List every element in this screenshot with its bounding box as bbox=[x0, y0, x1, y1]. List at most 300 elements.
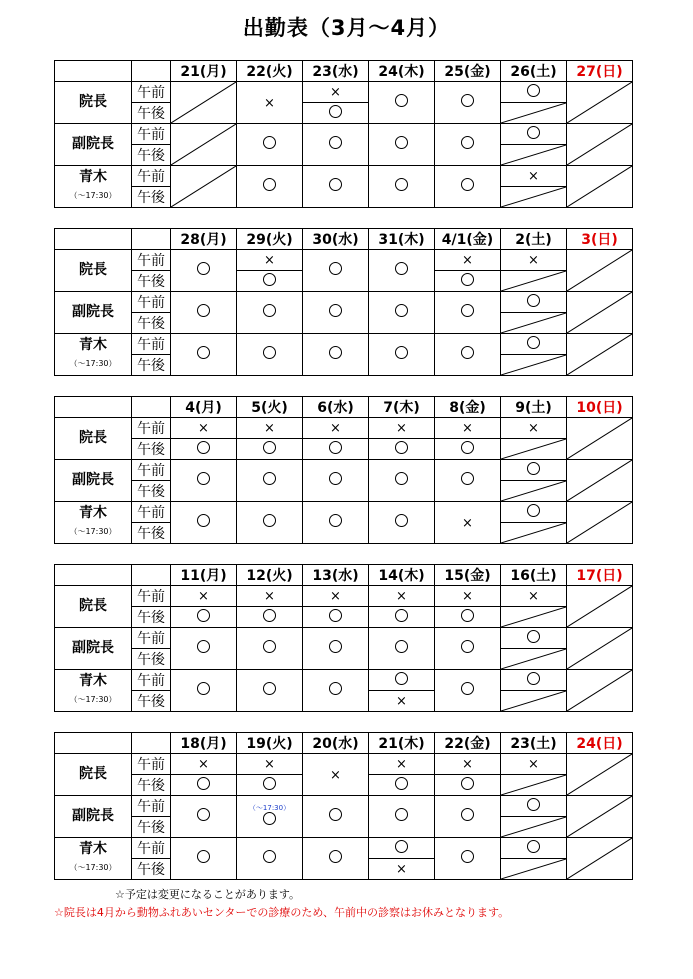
status-cell-fullday bbox=[237, 796, 303, 838]
present-mark bbox=[395, 672, 408, 685]
status-cell-afternoon bbox=[303, 607, 369, 628]
staff-hours-note: （〜17:30） bbox=[69, 863, 117, 872]
absent-mark: × bbox=[396, 757, 407, 772]
day-header: 7(木) bbox=[369, 397, 435, 418]
absent-mark: × bbox=[330, 767, 341, 783]
day-header: 15(金) bbox=[435, 565, 501, 586]
period-morning: 午前 bbox=[132, 502, 171, 523]
header-blank bbox=[132, 397, 171, 418]
period-afternoon: 午後 bbox=[132, 607, 171, 628]
staff-name-label: 青木 bbox=[79, 169, 107, 185]
status-cell-afternoon bbox=[501, 187, 567, 208]
status-cell-fullday bbox=[435, 292, 501, 334]
closed-slash bbox=[501, 607, 566, 627]
status-cell-afternoon bbox=[369, 775, 435, 796]
status-cell-afternoon bbox=[501, 145, 567, 166]
status-cell-morning bbox=[501, 796, 567, 817]
present-mark bbox=[461, 94, 474, 107]
staff-name-label: 副院長 bbox=[72, 472, 114, 488]
status-cell-morning bbox=[171, 586, 237, 607]
staff-name bbox=[55, 502, 132, 544]
status-cell-fullday bbox=[369, 124, 435, 166]
status-cell-afternoon bbox=[501, 691, 567, 712]
period-afternoon: 午後 bbox=[132, 439, 171, 460]
closed-slash bbox=[501, 313, 566, 333]
present-mark bbox=[329, 441, 342, 454]
day-header: 23(土) bbox=[501, 733, 567, 754]
status-cell-fullday bbox=[303, 166, 369, 208]
absent-mark: × bbox=[264, 95, 275, 111]
status-cell-fullday bbox=[435, 82, 501, 124]
absent-mark: × bbox=[264, 589, 275, 604]
status-cell-morning bbox=[435, 250, 501, 271]
status-cell-morning bbox=[501, 838, 567, 859]
closed-slash bbox=[501, 145, 566, 165]
period-morning: 午前 bbox=[132, 82, 171, 103]
status-cell-fullday bbox=[567, 334, 633, 376]
present-mark bbox=[395, 346, 408, 359]
present-mark bbox=[461, 850, 474, 863]
present-mark bbox=[197, 609, 210, 622]
present-mark bbox=[395, 609, 408, 622]
header-blank bbox=[55, 229, 132, 250]
absent-mark: × bbox=[198, 421, 209, 436]
status-cell-afternoon bbox=[501, 649, 567, 670]
status-cell-fullday bbox=[303, 250, 369, 292]
present-mark bbox=[263, 682, 276, 695]
status-cell-fullday bbox=[171, 82, 237, 124]
status-cell-fullday bbox=[237, 838, 303, 880]
header-blank bbox=[132, 229, 171, 250]
present-mark bbox=[527, 672, 540, 685]
closed-slash bbox=[567, 586, 632, 627]
present-mark bbox=[263, 640, 276, 653]
day-header: 17(日) bbox=[567, 565, 633, 586]
absent-mark: × bbox=[198, 757, 209, 772]
present-mark bbox=[395, 472, 408, 485]
present-mark bbox=[263, 304, 276, 317]
present-mark bbox=[461, 808, 474, 821]
day-header: 14(木) bbox=[369, 565, 435, 586]
day-header: 20(水) bbox=[303, 733, 369, 754]
period-afternoon: 午後 bbox=[132, 775, 171, 796]
present-mark bbox=[263, 472, 276, 485]
day-header: 30(水) bbox=[303, 229, 369, 250]
status-cell-afternoon bbox=[501, 313, 567, 334]
staff-name-label: 青木 bbox=[79, 337, 107, 353]
status-cell-fullday bbox=[237, 292, 303, 334]
staff-hours-note: （〜17:30） bbox=[69, 527, 117, 536]
staff-name-label: 院長 bbox=[79, 262, 107, 278]
closed-slash bbox=[567, 754, 632, 795]
absent-mark: × bbox=[330, 85, 341, 100]
period-morning: 午前 bbox=[132, 418, 171, 439]
day-header: 16(土) bbox=[501, 565, 567, 586]
period-morning: 午前 bbox=[132, 250, 171, 271]
period-morning: 午前 bbox=[132, 166, 171, 187]
closed-slash bbox=[501, 523, 566, 543]
status-cell-fullday bbox=[303, 292, 369, 334]
day-header: 19(火) bbox=[237, 733, 303, 754]
day-header: 8(金) bbox=[435, 397, 501, 418]
status-cell-morning bbox=[237, 250, 303, 271]
present-mark bbox=[461, 304, 474, 317]
present-mark bbox=[263, 346, 276, 359]
present-mark bbox=[329, 105, 342, 118]
closed-slash bbox=[567, 250, 632, 291]
closed-slash bbox=[567, 292, 632, 333]
status-cell-afternoon bbox=[171, 775, 237, 796]
day-header: 25(金) bbox=[435, 61, 501, 82]
period-afternoon: 午後 bbox=[132, 523, 171, 544]
closed-slash bbox=[501, 481, 566, 501]
absent-mark: × bbox=[396, 694, 407, 709]
absent-mark: × bbox=[462, 589, 473, 604]
status-cell-fullday bbox=[369, 502, 435, 544]
status-cell-morning bbox=[501, 250, 567, 271]
status-cell-fullday bbox=[171, 250, 237, 292]
status-cell-afternoon bbox=[501, 355, 567, 376]
day-header: 29(火) bbox=[237, 229, 303, 250]
status-cell-afternoon bbox=[501, 775, 567, 796]
absent-mark: × bbox=[396, 589, 407, 604]
present-mark bbox=[329, 850, 342, 863]
period-morning: 午前 bbox=[132, 628, 171, 649]
absent-mark: × bbox=[264, 253, 275, 268]
status-cell-fullday bbox=[567, 124, 633, 166]
present-mark bbox=[527, 840, 540, 853]
status-cell-morning bbox=[237, 754, 303, 775]
status-cell-afternoon bbox=[435, 271, 501, 292]
status-cell-fullday bbox=[171, 670, 237, 712]
period-morning: 午前 bbox=[132, 292, 171, 313]
period-afternoon: 午後 bbox=[132, 313, 171, 334]
present-mark bbox=[527, 504, 540, 517]
status-cell-morning bbox=[501, 670, 567, 691]
period-morning: 午前 bbox=[132, 670, 171, 691]
status-cell-fullday bbox=[567, 292, 633, 334]
status-cell-fullday bbox=[369, 334, 435, 376]
status-cell-fullday bbox=[303, 838, 369, 880]
present-mark bbox=[263, 441, 276, 454]
status-cell-fullday bbox=[237, 82, 303, 124]
absent-mark: × bbox=[528, 589, 539, 604]
status-cell-morning bbox=[501, 460, 567, 481]
present-mark bbox=[461, 178, 474, 191]
status-cell-morning bbox=[501, 334, 567, 355]
closed-slash bbox=[501, 817, 566, 837]
day-header: 31(木) bbox=[369, 229, 435, 250]
period-morning: 午前 bbox=[132, 754, 171, 775]
present-mark bbox=[527, 84, 540, 97]
status-cell-afternoon bbox=[303, 439, 369, 460]
staff-name-label: 副院長 bbox=[72, 808, 114, 824]
present-mark bbox=[527, 336, 540, 349]
header-blank bbox=[132, 565, 171, 586]
closed-slash bbox=[501, 859, 566, 879]
present-mark bbox=[461, 682, 474, 695]
status-cell-afternoon bbox=[501, 103, 567, 124]
status-cell-fullday bbox=[237, 166, 303, 208]
status-cell-afternoon bbox=[501, 817, 567, 838]
staff-name-label: 院長 bbox=[79, 430, 107, 446]
staff-hours-note: （〜17:30） bbox=[69, 695, 117, 704]
status-cell-afternoon bbox=[435, 439, 501, 460]
status-cell-morning bbox=[237, 586, 303, 607]
status-cell-fullday bbox=[303, 502, 369, 544]
day-header: 4(月) bbox=[171, 397, 237, 418]
staff-name-label: 副院長 bbox=[72, 640, 114, 656]
status-cell-morning bbox=[171, 754, 237, 775]
status-cell-afternoon bbox=[303, 103, 369, 124]
staff-name bbox=[55, 334, 132, 376]
present-mark bbox=[197, 472, 210, 485]
status-cell-fullday bbox=[435, 796, 501, 838]
status-cell-morning bbox=[501, 124, 567, 145]
status-cell-fullday bbox=[567, 754, 633, 796]
present-mark bbox=[395, 94, 408, 107]
closed-slash bbox=[501, 355, 566, 375]
status-cell-morning bbox=[369, 418, 435, 439]
footer-note-schedule-change: ☆予定は変更になることがあります。 bbox=[115, 888, 300, 901]
status-cell-fullday bbox=[567, 250, 633, 292]
day-header: 13(水) bbox=[303, 565, 369, 586]
status-cell-morning bbox=[369, 586, 435, 607]
status-cell-morning bbox=[369, 670, 435, 691]
absent-mark: × bbox=[462, 757, 473, 772]
day-header: 24(木) bbox=[369, 61, 435, 82]
status-cell-fullday bbox=[171, 502, 237, 544]
status-cell-afternoon bbox=[501, 607, 567, 628]
closed-slash bbox=[567, 166, 632, 207]
status-cell-fullday bbox=[435, 334, 501, 376]
status-cell-morning bbox=[501, 292, 567, 313]
present-mark bbox=[527, 630, 540, 643]
status-cell-morning bbox=[303, 586, 369, 607]
status-cell-morning bbox=[501, 82, 567, 103]
status-cell-morning bbox=[501, 628, 567, 649]
present-mark bbox=[197, 850, 210, 863]
status-cell-morning bbox=[501, 502, 567, 523]
closed-slash bbox=[501, 103, 566, 123]
day-header: 4/1(金) bbox=[435, 229, 501, 250]
status-cell-fullday bbox=[171, 166, 237, 208]
present-mark bbox=[263, 514, 276, 527]
staff-name bbox=[55, 82, 132, 124]
status-cell-fullday bbox=[237, 670, 303, 712]
status-cell-fullday bbox=[369, 82, 435, 124]
schedule-week-3 bbox=[54, 396, 633, 544]
day-header: 27(日) bbox=[567, 61, 633, 82]
day-header: 28(月) bbox=[171, 229, 237, 250]
absent-mark: × bbox=[330, 421, 341, 436]
period-morning: 午前 bbox=[132, 586, 171, 607]
present-mark bbox=[395, 136, 408, 149]
closed-slash bbox=[501, 439, 566, 459]
present-mark bbox=[329, 640, 342, 653]
staff-hours-note: （〜17:30） bbox=[69, 359, 117, 368]
page-title: 出勤表（3月〜4月） bbox=[242, 16, 451, 40]
period-afternoon: 午後 bbox=[132, 103, 171, 124]
present-mark bbox=[395, 640, 408, 653]
absent-mark: × bbox=[528, 757, 539, 772]
status-cell-afternoon bbox=[501, 523, 567, 544]
absent-mark: × bbox=[396, 421, 407, 436]
day-header: 3(日) bbox=[567, 229, 633, 250]
present-mark bbox=[329, 682, 342, 695]
period-afternoon: 午後 bbox=[132, 817, 171, 838]
period-morning: 午前 bbox=[132, 460, 171, 481]
status-cell-fullday bbox=[369, 628, 435, 670]
status-cell-afternoon bbox=[501, 439, 567, 460]
present-mark bbox=[197, 682, 210, 695]
status-cell-fullday bbox=[567, 166, 633, 208]
header-blank bbox=[132, 61, 171, 82]
status-cell-fullday bbox=[171, 124, 237, 166]
status-cell-morning bbox=[435, 418, 501, 439]
closed-slash bbox=[501, 187, 566, 207]
hours-note: （〜17:30） bbox=[248, 804, 291, 812]
staff-name bbox=[55, 418, 132, 460]
staff-name bbox=[55, 670, 132, 712]
status-cell-fullday bbox=[435, 670, 501, 712]
status-cell-morning bbox=[237, 418, 303, 439]
present-mark bbox=[461, 609, 474, 622]
status-cell-afternoon bbox=[237, 775, 303, 796]
present-mark bbox=[329, 262, 342, 275]
present-mark bbox=[263, 273, 276, 286]
schedule-week-2 bbox=[54, 228, 633, 376]
present-mark bbox=[197, 808, 210, 821]
present-mark bbox=[461, 640, 474, 653]
absent-mark: × bbox=[462, 421, 473, 436]
period-afternoon: 午後 bbox=[132, 691, 171, 712]
present-mark bbox=[461, 346, 474, 359]
staff-name bbox=[55, 796, 132, 838]
present-mark bbox=[329, 472, 342, 485]
day-header: 21(月) bbox=[171, 61, 237, 82]
status-cell-fullday bbox=[171, 838, 237, 880]
status-cell-fullday bbox=[567, 670, 633, 712]
status-cell-fullday bbox=[567, 418, 633, 460]
closed-slash bbox=[567, 502, 632, 543]
staff-name-label: 青木 bbox=[79, 505, 107, 521]
absent-mark: × bbox=[528, 421, 539, 436]
status-cell-fullday bbox=[435, 838, 501, 880]
present-mark bbox=[527, 798, 540, 811]
absent-mark: × bbox=[198, 589, 209, 604]
status-cell-fullday bbox=[369, 796, 435, 838]
day-header: 5(火) bbox=[237, 397, 303, 418]
staff-name bbox=[55, 124, 132, 166]
status-cell-fullday bbox=[171, 796, 237, 838]
present-mark bbox=[395, 840, 408, 853]
closed-slash bbox=[501, 271, 566, 291]
closed-slash bbox=[501, 691, 566, 711]
status-cell-fullday bbox=[237, 460, 303, 502]
staff-name-label: 院長 bbox=[79, 598, 107, 614]
status-cell-fullday bbox=[567, 502, 633, 544]
present-mark bbox=[527, 462, 540, 475]
status-cell-fullday bbox=[303, 754, 369, 796]
period-afternoon: 午後 bbox=[132, 271, 171, 292]
status-cell-afternoon bbox=[237, 271, 303, 292]
present-mark bbox=[461, 441, 474, 454]
status-cell-fullday bbox=[237, 334, 303, 376]
absent-mark: × bbox=[264, 421, 275, 436]
present-mark bbox=[395, 178, 408, 191]
day-header: 22(金) bbox=[435, 733, 501, 754]
present-mark bbox=[197, 514, 210, 527]
status-cell-fullday bbox=[237, 502, 303, 544]
present-mark bbox=[197, 640, 210, 653]
day-header: 23(水) bbox=[303, 61, 369, 82]
present-mark bbox=[395, 304, 408, 317]
closed-slash bbox=[567, 82, 632, 123]
status-cell-fullday bbox=[567, 796, 633, 838]
closed-slash bbox=[501, 775, 566, 795]
day-header: 22(火) bbox=[237, 61, 303, 82]
staff-name bbox=[55, 628, 132, 670]
period-afternoon: 午後 bbox=[132, 145, 171, 166]
status-cell-fullday bbox=[171, 628, 237, 670]
closed-slash bbox=[567, 124, 632, 165]
present-mark bbox=[197, 346, 210, 359]
absent-mark: × bbox=[528, 169, 539, 184]
closed-slash bbox=[567, 796, 632, 837]
header-blank bbox=[55, 565, 132, 586]
header-blank bbox=[55, 733, 132, 754]
period-morning: 午前 bbox=[132, 334, 171, 355]
status-cell-afternoon bbox=[435, 607, 501, 628]
absent-mark: × bbox=[396, 862, 407, 877]
status-cell-afternoon bbox=[369, 859, 435, 880]
staff-name bbox=[55, 460, 132, 502]
day-header: 26(土) bbox=[501, 61, 567, 82]
staff-name-label: 青木 bbox=[79, 841, 107, 857]
closed-slash bbox=[567, 838, 632, 879]
closed-slash bbox=[171, 82, 236, 123]
staff-name bbox=[55, 586, 132, 628]
status-cell-fullday bbox=[369, 166, 435, 208]
status-cell-fullday bbox=[303, 124, 369, 166]
status-cell-fullday bbox=[303, 670, 369, 712]
header-blank bbox=[55, 397, 132, 418]
header-blank bbox=[132, 733, 171, 754]
status-cell-afternoon bbox=[369, 439, 435, 460]
status-cell-fullday bbox=[303, 628, 369, 670]
absent-mark: × bbox=[462, 515, 473, 531]
day-header: 10(日) bbox=[567, 397, 633, 418]
staff-name bbox=[55, 838, 132, 880]
staff-name-label: 院長 bbox=[79, 94, 107, 110]
schedule-week-1 bbox=[54, 60, 633, 208]
day-header: 18(月) bbox=[171, 733, 237, 754]
present-mark bbox=[527, 294, 540, 307]
present-mark bbox=[395, 777, 408, 790]
status-cell-fullday bbox=[171, 460, 237, 502]
present-mark bbox=[395, 514, 408, 527]
status-cell-fullday bbox=[303, 334, 369, 376]
period-afternoon: 午後 bbox=[132, 649, 171, 670]
status-cell-afternoon bbox=[501, 859, 567, 880]
period-afternoon: 午後 bbox=[132, 355, 171, 376]
present-mark bbox=[329, 808, 342, 821]
present-mark bbox=[329, 304, 342, 317]
closed-slash bbox=[567, 460, 632, 501]
staff-hours-note: （〜17:30） bbox=[69, 191, 117, 200]
footer-note-director: ☆院長は4月から動物ふれあいセンターでの診療のため、午前中の診察はお休みとなります。 bbox=[54, 906, 510, 919]
